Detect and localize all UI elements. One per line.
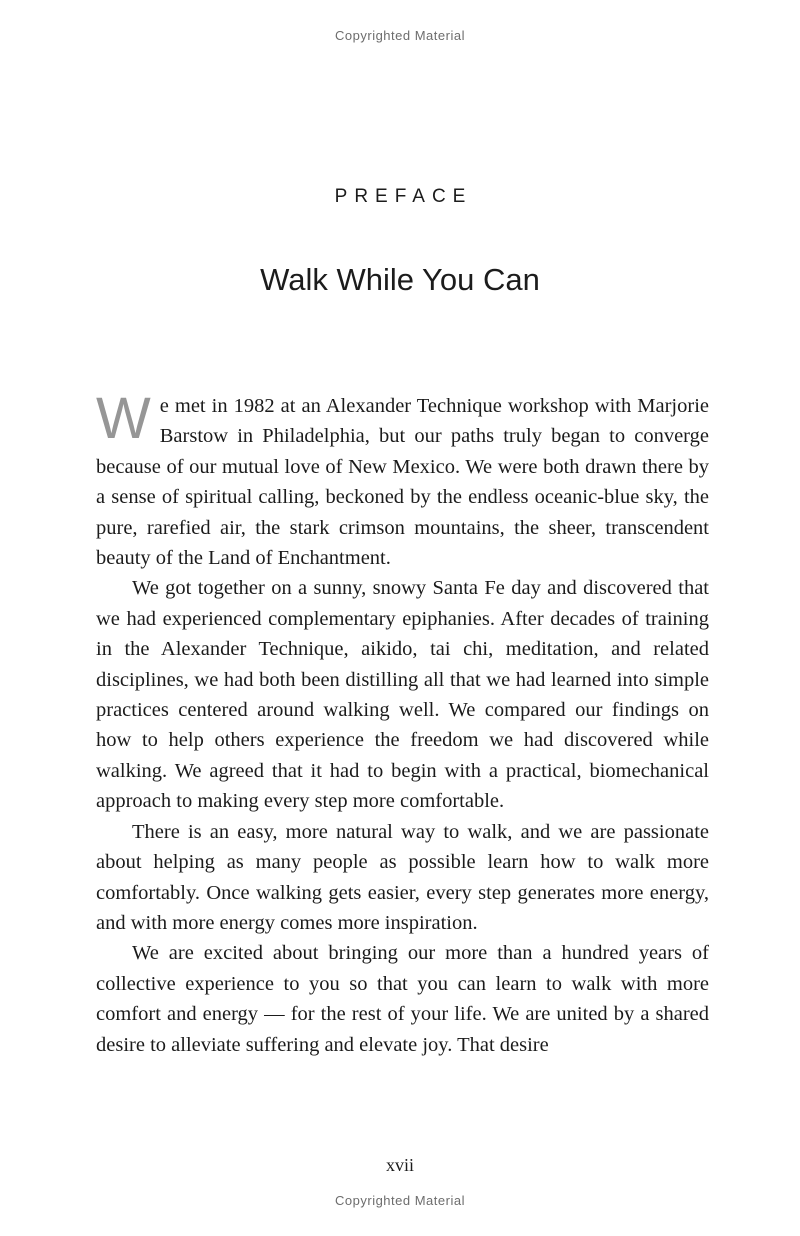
paragraph [96,386,709,573]
drop-cap: W [96,386,151,451]
paragraph-text: e met in 1982 at an Alexander Technique workshop with Marjorie Barstow in Philadelphia, but our paths truly began to converge because of our mutual love of New Mexico. We were both drawn there by a sense of spiritual calling, beckoned by the endless oceanic-blue sky, the pure, rarefied air, the stark crimson mountains, the sheer, transcendent beauty of the Land of Enchantment. [96,395,709,570]
paragraph: There is an easy, more natural way to walk, and we are passionate about helping as many people as possible learn how to walk more comfortably. Once walking gets easier, every step generates more energy, and with more energy comes more inspiration. [96,820,709,934]
body-text [96,386,709,1060]
copyright-notice-top: Copyrighted Material [335,28,465,43]
preface-heading: PREFACE [334,186,473,207]
page-number: xvii [385,1155,414,1175]
paragraph: We got together on a sunny, snowy Santa Fe day and discovered that we had experienced complementary epiphanies. After decades of training in the Alexander Technique, aikido, tai chi, meditation, and related disciplines, we had both been distilling all that we had learned into simple practices centered around walking well. We compared our findings on how to help others experience the freedom we had discovered while walking. We agreed that it had to begin with a practical, biomechanical approach to making every step more comfortable. [96,577,709,813]
chapter-title: Walk While You Can [260,262,540,297]
paragraph: We are excited about bringing our more than a hundred years of collective experience to you so that you can learn to walk with more comfort and energy — for the rest of your life. We are united by a shared desire to alleviate suffering and elevate joy. That desire [96,942,709,1056]
copyright-notice-bottom: Copyrighted Material [335,1193,465,1208]
